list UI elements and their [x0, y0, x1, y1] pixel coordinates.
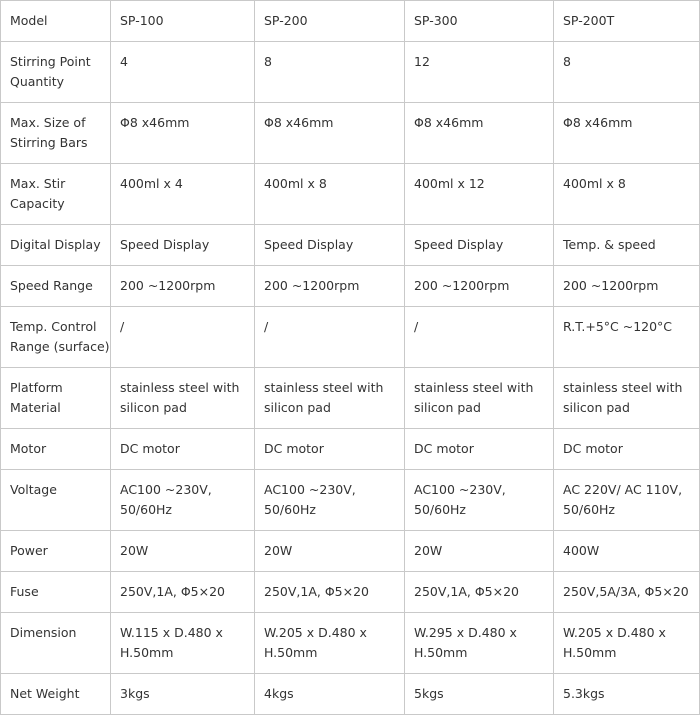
table-row: [1, 266, 700, 307]
table-row: [1, 531, 700, 572]
row-label: Platform Material: [1, 368, 111, 429]
row-label: Digital Display: [1, 225, 111, 266]
row-label: Motor: [1, 429, 111, 470]
table-cell: Speed Display: [405, 225, 554, 266]
table-cell: 5.3kgs: [554, 674, 700, 715]
table-cell: stainless steel with silicon pad: [111, 368, 255, 429]
table-cell: 200 ~1200rpm: [554, 266, 700, 307]
header-cell: SP-200: [255, 1, 405, 42]
table-cell: W.205 x D.480 x H.50mm: [554, 613, 700, 674]
table-cell: 12: [405, 42, 554, 103]
header-cell: Model: [1, 1, 111, 42]
table-cell: 8: [554, 42, 700, 103]
table-cell: 20W: [111, 531, 255, 572]
table-cell: AC100 ~230V, 50/60Hz: [255, 470, 405, 531]
table-cell: Speed Display: [255, 225, 405, 266]
table-row: [1, 164, 700, 225]
table-cell: Temp. & speed: [554, 225, 700, 266]
table-cell: 8: [255, 42, 405, 103]
table-row: [1, 429, 700, 470]
table-cell: AC100 ~230V, 50/60Hz: [111, 470, 255, 531]
table-cell: 400ml x 8: [255, 164, 405, 225]
table-cell: Speed Display: [111, 225, 255, 266]
header-cell: SP-100: [111, 1, 255, 42]
row-label: Stirring Point Quantity: [1, 42, 111, 103]
table-cell: DC motor: [255, 429, 405, 470]
table-cell: R.T.+5°C ~120°C: [554, 307, 700, 368]
table-cell: 200 ~1200rpm: [405, 266, 554, 307]
table-cell: W.205 x D.480 x H.50mm: [255, 613, 405, 674]
table-cell: 4kgs: [255, 674, 405, 715]
table-cell: W.295 x D.480 x H.50mm: [405, 613, 554, 674]
table-cell: /: [405, 307, 554, 368]
row-label: Max. Size of Stirring Bars: [1, 103, 111, 164]
table-cell: /: [255, 307, 405, 368]
table-cell: 200 ~1200rpm: [111, 266, 255, 307]
header-cell: SP-300: [405, 1, 554, 42]
table-header-row: [1, 1, 700, 42]
table-row: [1, 225, 700, 266]
table-row: [1, 307, 700, 368]
table-cell: W.115 x D.480 x H.50mm: [111, 613, 255, 674]
table-cell: Φ8 x46mm: [405, 103, 554, 164]
table-cell: /: [111, 307, 255, 368]
table-cell: AC 220V/ AC 110V, 50/60Hz: [554, 470, 700, 531]
row-label: Max. Stir Capacity: [1, 164, 111, 225]
table-row: [1, 613, 700, 674]
table-cell: 400W: [554, 531, 700, 572]
table-cell: Φ8 x46mm: [111, 103, 255, 164]
table-row: [1, 674, 700, 715]
table-cell: DC motor: [405, 429, 554, 470]
table-cell: 250V,1A, Φ5×20: [255, 572, 405, 613]
table-row: [1, 42, 700, 103]
table-cell: 250V,1A, Φ5×20: [405, 572, 554, 613]
header-cell: SP-200T: [554, 1, 700, 42]
row-label: Voltage: [1, 470, 111, 531]
table-row: [1, 572, 700, 613]
table-cell: Φ8 x46mm: [554, 103, 700, 164]
row-label: Net Weight: [1, 674, 111, 715]
row-label: Fuse: [1, 572, 111, 613]
table-cell: stainless steel with silicon pad: [405, 368, 554, 429]
table-cell: stainless steel with silicon pad: [255, 368, 405, 429]
table-cell: Φ8 x46mm: [255, 103, 405, 164]
row-label: Dimension: [1, 613, 111, 674]
table-cell: 20W: [405, 531, 554, 572]
table-cell: 250V,1A, Φ5×20: [111, 572, 255, 613]
table-row: [1, 103, 700, 164]
table-cell: 20W: [255, 531, 405, 572]
table-cell: DC motor: [554, 429, 700, 470]
table-cell: 400ml x 4: [111, 164, 255, 225]
table-row: [1, 470, 700, 531]
row-label: Power: [1, 531, 111, 572]
table-cell: 4: [111, 42, 255, 103]
table-cell: stainless steel with silicon pad: [554, 368, 700, 429]
table-cell: 400ml x 8: [554, 164, 700, 225]
row-label: Temp. Control Range (surface): [1, 307, 111, 368]
table-cell: 3kgs: [111, 674, 255, 715]
table-cell: 200 ~1200rpm: [255, 266, 405, 307]
table-cell: 250V,5A/3A, Φ5×20: [554, 572, 700, 613]
table-row: [1, 368, 700, 429]
table-cell: DC motor: [111, 429, 255, 470]
table-cell: 5kgs: [405, 674, 554, 715]
table-cell: AC100 ~230V, 50/60Hz: [405, 470, 554, 531]
row-label: Speed Range: [1, 266, 111, 307]
table-cell: 400ml x 12: [405, 164, 554, 225]
